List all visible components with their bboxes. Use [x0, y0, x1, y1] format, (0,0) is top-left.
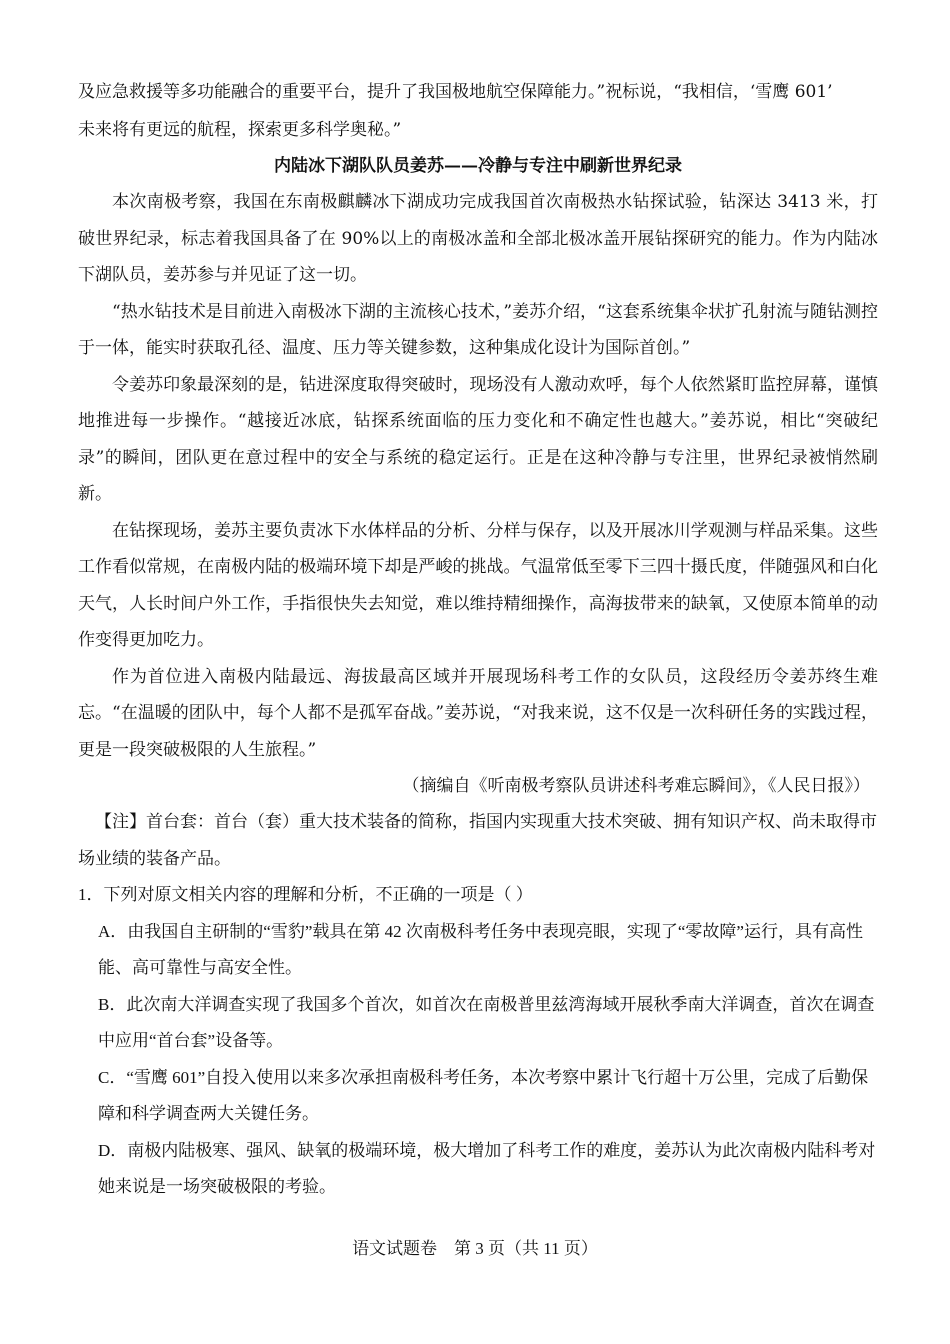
body-paragraph-3: 令姜苏印象最深刻的是，钻进深度取得突破时，现场没有人激动欢呼，每个人依然紧盯监控屏幕，谨慎地推进每一步操作。“越接近冰底，钻探系统面临的压力变化和不确定性也越大。”姜苏说，相比“突破纪录”的瞬间，团队更在意过程中的安全与系统的稳定运行。正是在这种冷静与专注里，世界纪录被悄然刷新。 [78, 374, 878, 504]
page-footer: 语文试题卷 第 3 页（共 11 页） [352, 1239, 598, 1258]
source-citation: （摘编自《听南极考察队员讲述科考难忘瞬间》，《人民日报》） [402, 776, 870, 796]
page-content [78, 82, 878, 1206]
question-stem: 1．下列对原文相关内容的理解和分析，不正确的一项是（ ） [78, 885, 533, 904]
body-paragraph-2: “热水钻技术是目前进入南极冰下湖的主流核心技术，”姜苏介绍，“这套系统集伞状扩孔射流与随钻测控于一体，能实时获取孔径、温度、压力等关键参数，这种集成化设计为国际首创。” [78, 301, 878, 358]
body-paragraph-4: 在钻探现场，姜苏主要负责冰下水体样品的分析、分样与保存，以及开展冰川学观测与样品采集。这些工作看似常规，在南极内陆的极端环境下却是严峻的挑战。气温常低至零下三四十摄氏度，伴随强风和白化天气，人长时间户外工作，手指很快失去知觉，难以维持精细操作，高海拔带来的缺氧，又使原本简单的动作变得更加吃力。 [78, 520, 878, 650]
option-a: A．由我国自主研制的“雪豹”载具在第 42 次南极科考任务中表现亮眼，实现了“零故障”运行，具有高性能、高可靠性与高安全性。 [98, 921, 863, 977]
option-b: B．此次南大洋调查实现了我国多个首次，如首次在南极普里兹湾海域开展秋季南大洋调查，首次在调查中应用“首台套”设备等。 [98, 994, 875, 1050]
body-paragraph-5: 作为首位进入南极内陆最远、海拔最高区域并开展现场科考工作的女队员，这段经历令姜苏终生难忘。“在温暖的团队中，每个人都不是孤军奋战。”姜苏说，“对我来说，这不仅是一次科研任务的实践过程，更是一段突破极限的人生旅程。” [78, 666, 878, 760]
continuation-line-1: 及应急救援等多功能融合的重要平台，提升了我国极地航空保障能力。”祝标说，“我相信，‘雪鹰 601’ [78, 82, 833, 102]
body-paragraph-1: 本次南极考察，我国在东南极麒麟冰下湖成功完成我国首次南极热水钻探试验，钻深达 3413 米，打破世界纪录，标志着我国具备了在 90%以上的南极冰盖和全部北极冰盖开展钻探研究的能力。作为内陆冰下湖队员，姜苏参与并见证了这一切。 [78, 192, 878, 285]
option-d: D．南极内陆极寒、强风、缺氧的极端环境，极大增加了科考工作的难度，姜苏认为此次南极内陆科考对她来说是一场突破极限的考验。 [98, 1140, 876, 1196]
section-title: 内陆冰下湖队队员姜苏——冷静与专注中刷新世界纪录 [274, 156, 682, 176]
continuation-line-2: 未来将有更远的航程，探索更多科学奥秘。” [78, 120, 402, 140]
footnote: 【注】首台套：首台（套）重大技术装备的简称，指国内实现重大技术突破、拥有知识产权、尚未取得市场业绩的装备产品。 [78, 812, 877, 869]
option-c: C．“雪鹰 601”自投入使用以来多次承担南极科考任务，本次考察中累计飞行超十万公里，完成了后勤保障和科学调查两大关键任务。 [98, 1067, 869, 1123]
